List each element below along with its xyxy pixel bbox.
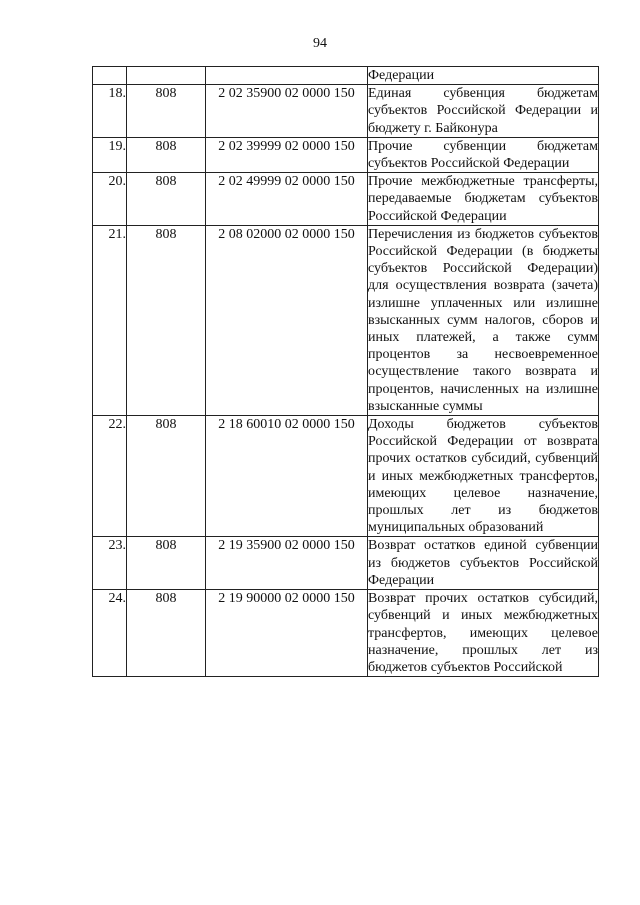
revenue-name: Возврат остатков единой субвенции из бюджетов субъектов Российской Федерации [368,538,598,588]
table-row [93,225,599,415]
table-row [93,416,599,537]
admin-code: 808 [127,173,206,226]
table-row [93,85,599,138]
table-row-continuation [93,67,599,85]
row-number: 21. [93,225,127,415]
budget-classification-code: 2 08 02000 02 0000 150 [206,225,368,415]
admin-code: 808 [127,590,206,677]
page-number: 94 [313,36,327,51]
row-number: 24. [93,590,127,677]
budget-codes-table [92,66,599,677]
row-number: 18. [93,85,127,138]
budget-classification-code: 2 02 49999 02 0000 150 [206,173,368,226]
row-number: 20. [93,173,127,226]
table-row [93,137,599,172]
budget-classification-code [206,67,368,85]
row-number [93,67,127,85]
revenue-name: Федерации [368,67,599,85]
table-row [93,537,599,590]
budget-classification-code: 2 02 39999 02 0000 150 [206,137,368,172]
revenue-name: Прочие субвенции бюджетам субъектов Российской Федерации [368,138,598,172]
budget-classification-code: 2 18 60010 02 0000 150 [206,416,368,537]
budget-classification-code: 2 02 35900 02 0000 150 [206,85,368,138]
row-number: 22. [93,416,127,537]
row-number: 23. [93,537,127,590]
admin-code [127,67,206,85]
revenue-name: Возврат прочих остатков субсидий, субвенций и иных межбюджетных трансфертов, имеющих целевое назначение, прошлых лет из бюджетов субъектов Российской [368,591,598,675]
admin-code: 808 [127,225,206,415]
table-row [93,590,599,677]
admin-code: 808 [127,537,206,590]
table-row [93,173,599,226]
revenue-name: Доходы бюджетов субъектов Российской Федерации от возврата прочих остатков субсидий, субвенций и иных межбюджетных трансфертов, имеющих целевое назначение, прошлых лет из бюджетов муниципальных образований [368,417,598,536]
admin-code: 808 [127,85,206,138]
budget-classification-code: 2 19 90000 02 0000 150 [206,590,368,677]
admin-code: 808 [127,416,206,537]
row-number: 19. [93,137,127,172]
budget-classification-code: 2 19 35900 02 0000 150 [206,537,368,590]
admin-code: 808 [127,137,206,172]
revenue-name: Перечисления из бюджетов субъектов Российской Федерации (в бюджеты субъектов Российской Федерации) для осуществления возврата (зачета) излишне уплаченных или излишне взысканных сумм налогов, сборов и иных платежей, а также сумм процентов за несвоевременное осуществление такого возврата и процентов, начисленных на излишне взысканные суммы [368,226,598,414]
revenue-name: Прочие межбюджетные трансферты, передаваемые бюджетам субъектов Российской Федерации [368,174,598,224]
revenue-name: Единая субвенция бюджетам субъектов Российской Федерации и бюджету г. Байконура [368,86,598,136]
